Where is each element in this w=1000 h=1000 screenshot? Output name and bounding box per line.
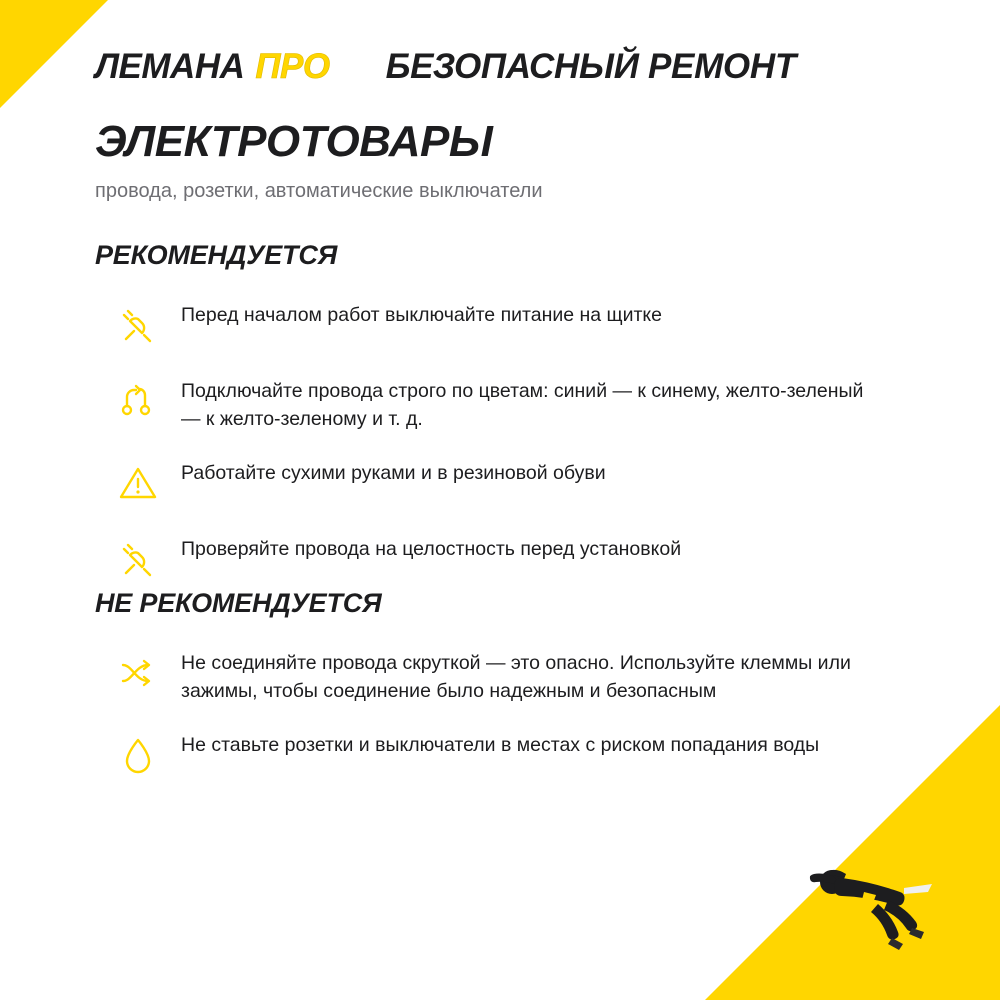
water-drop-icon [95, 727, 181, 781]
list-item-text: Перед началом работ выключайте питание на щитке [181, 304, 662, 326]
section-recommended [95, 240, 940, 607]
title-block [95, 118, 940, 203]
decorative-corner-top-left [0, 0, 108, 108]
list-item-text: Проверяйте провода на целостность перед установкой [181, 538, 682, 561]
campaign-title: БЕЗОПАСНЫЙ РЕМОНТ [385, 47, 796, 86]
wires-colors-icon [95, 373, 181, 427]
list-item [95, 455, 940, 509]
section-heading: НЕ РЕКОМЕНДУЕТСЯ [95, 588, 382, 618]
list-item-text: Работайте сухими руками и в резиновой обуви [181, 462, 606, 485]
list-item [95, 727, 940, 781]
section-not-recommended [95, 588, 940, 803]
logo-text-accent: ПРО [255, 47, 330, 86]
list-item [95, 297, 940, 351]
list-item-text: Подключайте провода строго по цветам: синий — к синему, желто-зеленый — к желто-зеленому и т. д. [181, 380, 864, 430]
flying-worker-mascot [792, 848, 952, 958]
list-item [95, 531, 940, 585]
header [95, 40, 940, 94]
logo-text-main: ЛЕМАНА [95, 47, 245, 86]
warning-triangle-icon [95, 455, 181, 509]
section-heading: РЕКОМЕНДУЕТСЯ [95, 240, 338, 270]
list-item-text: Не соединяйте провода скруткой — это опасно. Используйте клеммы или зажимы, чтобы соединение было надежным и безопасным [181, 652, 851, 702]
list-item [95, 645, 940, 705]
page-subtitle: провода, розетки, автоматические выключатели [95, 180, 543, 203]
plug-check-icon [95, 531, 181, 585]
page-title: ЭЛЕКТРОТОВАРЫ [95, 117, 493, 166]
brand-logo [95, 47, 330, 87]
list-item-text: Не ставьте розетки и выключатели в местах с риском попадания воды [181, 734, 820, 757]
list-item [95, 373, 940, 433]
twisted-wires-icon [95, 645, 181, 699]
plug-off-icon [95, 297, 181, 351]
